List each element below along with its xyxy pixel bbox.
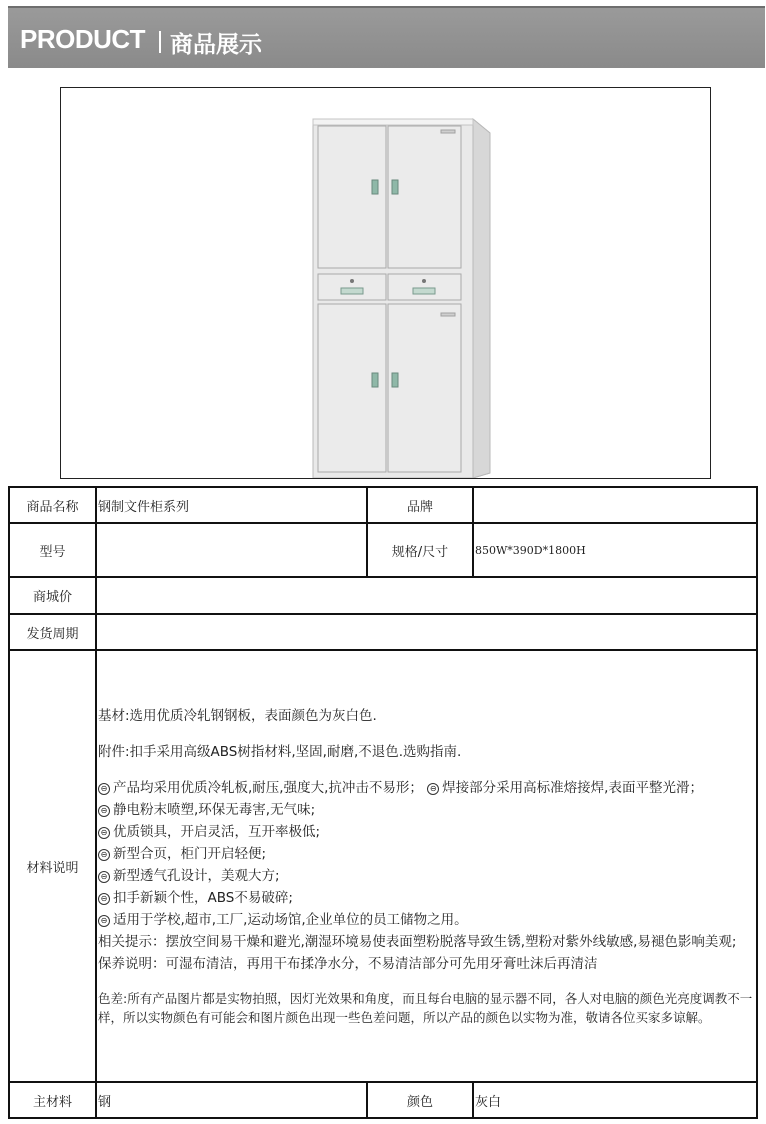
desc-base: 基材:选用优质冷轧钢钢板，表面颜色为灰白色. <box>98 708 377 724</box>
spec-table <box>8 486 758 1119</box>
bullet-icon: ⊖ <box>98 893 110 905</box>
desc-color-note: 色差:所有产品图片都是实物拍照，因灯光效果和角度，而且每台电脑的显示器不同，各人对电脑的颜色光亮度调教不一样，所以实物颜色有可能会和图片颜色出现一些色差问题，所以产品的颜色以实物为准，敬请各位买家多谅解。 <box>98 991 753 1025</box>
material-description <box>96 650 757 1082</box>
desc-bullet-line <box>98 909 756 931</box>
bullet-icon: ⊖ <box>98 783 110 795</box>
price-value <box>96 577 757 614</box>
brand-label: 品牌 <box>367 487 473 523</box>
desc-attachment: 附件:扣手采用高级ABS树指材料,坚固,耐磨,不退色.选购指南. <box>98 744 462 760</box>
desc-bullet-line <box>98 865 756 887</box>
delivery-label: 发货周期 <box>9 614 96 650</box>
bullet-icon: ⊖ <box>98 827 110 839</box>
table-row <box>9 614 757 650</box>
desc-care: 保养说明：可湿布清洁，再用干布揉净水分，不易清洁部分可先用牙膏吐沫后再清洁 <box>98 956 598 972</box>
price-label: 商城价 <box>9 577 96 614</box>
brand-value <box>473 487 757 523</box>
header-divider <box>159 31 161 53</box>
table-row <box>9 487 757 523</box>
model-value <box>96 523 367 577</box>
bullet-icon: ⊖ <box>98 805 110 817</box>
desc-bullet: 扣手新颖个性，ABS不易破碎; <box>113 890 293 906</box>
material-value: 钢 <box>96 1082 367 1118</box>
color-value: 灰白 <box>473 1082 757 1118</box>
size-label: 规格/尺寸 <box>367 523 473 577</box>
size-value: 850W*390D*1800H <box>473 523 757 577</box>
table-row <box>9 577 757 614</box>
table-row <box>9 1082 757 1118</box>
name-label: 商品名称 <box>9 487 96 523</box>
model-label: 型号 <box>9 523 96 577</box>
desc-bullet: 产品均采用优质冷轧板,耐压,强度大,抗冲击不易形； <box>113 780 423 796</box>
name-value: 钢制文件柜系列 <box>96 487 367 523</box>
desc-bullet-line <box>98 821 756 843</box>
desc-bullet-line <box>98 777 756 799</box>
desc-bullet: 适用于学校,超市,工厂,运动场馆,企业单位的员工储物之用。 <box>113 912 468 928</box>
header-title-en: PRODUCT <box>20 24 146 54</box>
delivery-value <box>96 614 757 650</box>
bullet-icon: ⊖ <box>98 871 110 883</box>
bullet-icon: ⊖ <box>427 783 439 795</box>
desc-bullet-line <box>98 843 756 865</box>
table-row <box>9 650 757 1082</box>
header-title-cn: 商品展示 <box>170 32 262 58</box>
desc-tip: 相关提示：摆放空间易干燥和避光,潮湿环境易使表面塑粉脱落导致生锈,塑粉对紫外线敏感,易褪色影响美观; <box>98 934 737 950</box>
desc-bullet: 新型合页，柜门开启轻便; <box>113 846 267 862</box>
section-header <box>8 6 765 68</box>
desc-bullet: 优质锁具，开启灵活，互开率极低; <box>113 824 321 840</box>
color-label: 颜色 <box>367 1082 473 1118</box>
bullet-icon: ⊖ <box>98 849 110 861</box>
desc-bullet: 焊接部分采用高标准熔接焊,表面平整光滑； <box>442 780 703 796</box>
table-row <box>9 523 757 577</box>
material-label: 主材料 <box>9 1082 96 1118</box>
bullet-icon: ⊖ <box>98 915 110 927</box>
desc-bullet: 新型透气孔设计，美观大方; <box>113 868 280 884</box>
desc-bullet: 静电粉末喷塑,环保无毒害,无气味; <box>113 802 316 818</box>
product-image-cabinet <box>61 88 710 478</box>
desc-bullet-line <box>98 799 756 821</box>
material-desc-label: 材料说明 <box>9 650 96 1082</box>
desc-bullet-line <box>98 887 756 909</box>
product-photo-frame <box>60 87 711 479</box>
